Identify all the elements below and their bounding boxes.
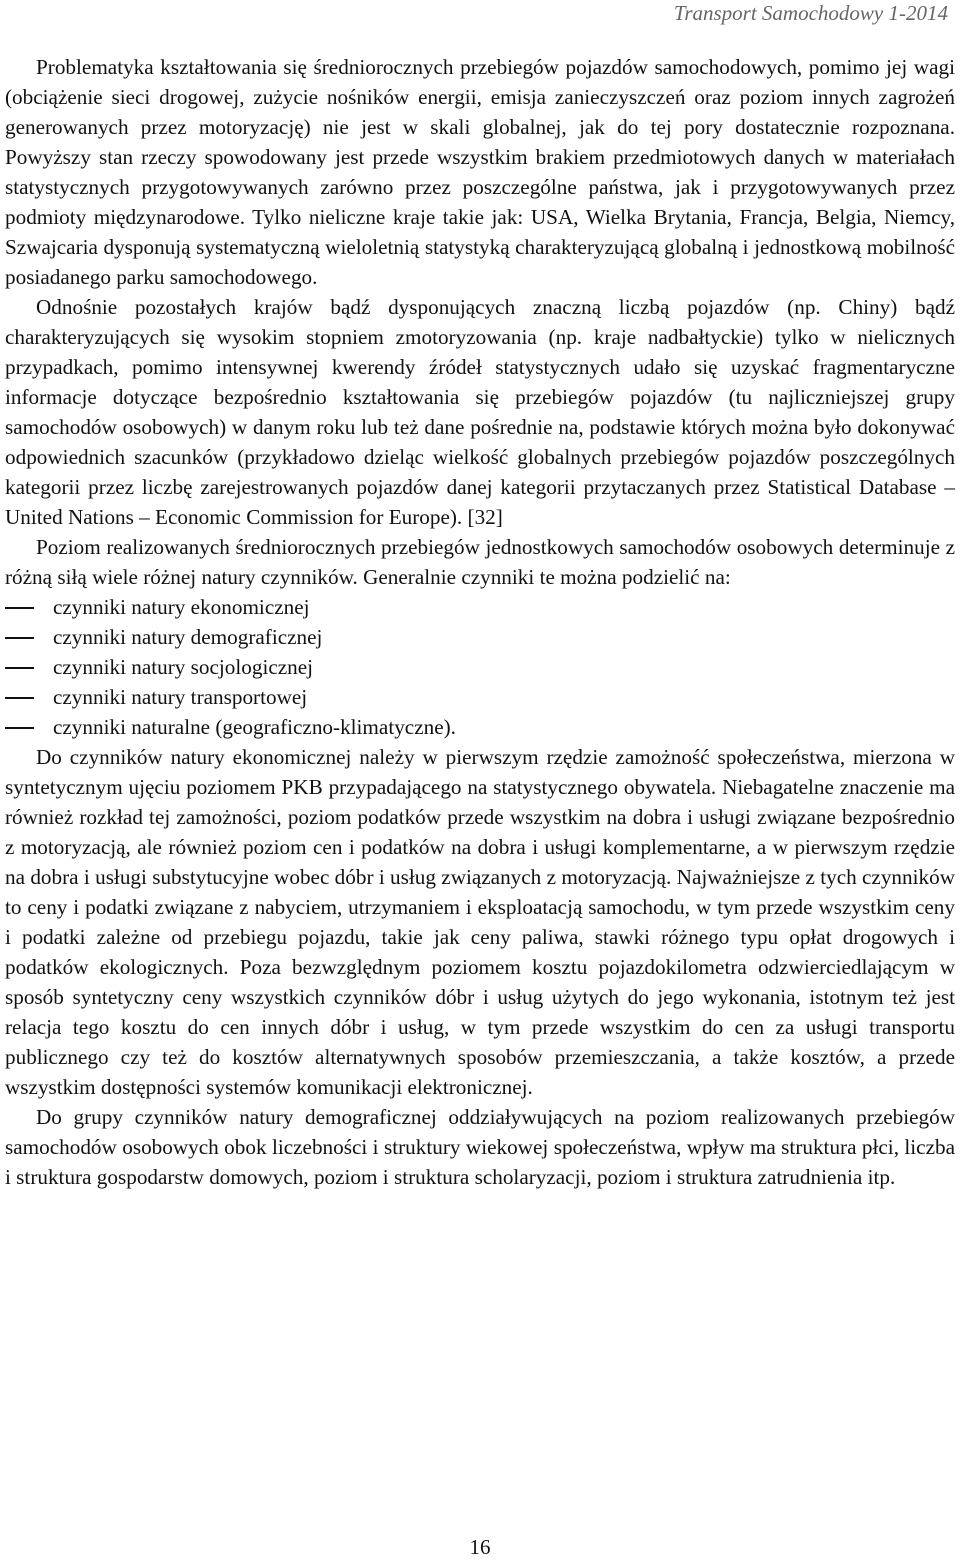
paragraph-2: Odnośnie pozostałych krajów bądź dysponujących znaczną liczbą pojazdów (np. Chiny) bądź charakteryzujących się wysokim stopniem zmotoryzowania (np. kraje nadbałtyckie) tylko w nielicznych przypadkach, pomimo intensywnej kwerendy źródeł statystycznych udało się uzyskać fragmentaryczne informacje dotyczące bezpośrednio kształtowania się przebiegów pojazdów (tu najliczniejszej grupy samochodów osobowych) w danym roku lub też dane pośrednie na, podstawie których można było dokonywać odpowiednich szacunków (przykładowo dzieląc wielkość globalnych przebiegów pojazdów poszczególnych kategorii przez liczbę zarejestrowanych pojazdów danej kategorii przytaczanych przez Statistical Database – United Nations – Economic Commission for Europe). [32] <box>5 295 955 529</box>
page-number: 16 <box>469 1535 491 1559</box>
list-item <box>5 712 955 742</box>
paragraph-4: Do czynników natury ekonomicznej należy w pierwszym rzędzie zamożność społeczeństwa, mierzona w syntetycznym ujęciu poziomem PKB przypadającego na statystycznego obywatela. Niebagatelne znaczenie ma również rozkład tej zamożności, poziom podatków przede wszystkim na dobra i usługi związane bezpośrednio z motoryzacją, ale również poziom cen i podatków na dobra i usługi komplementarne, a w pierwszym rzędzie na dobra i usługi substytucyjne wobec dóbr i usług związanych z motoryzacją. Najważniejsze z tych czynników to ceny i podatki związane z nabyciem, utrzymaniem i eksploatacją samochodu, w tym przede wszystkim ceny i podatki zależne od przebiegu pojazdu, takie jak ceny paliwa, stawki różnego typu opłat drogowych i podatków ekologicznych. Poza bezwzględnym poziomem kosztu pojazdokilometra odzwierciedlającym w sposób syntetyczny ceny wszystkich czynników dóbr i usług użytych do jego wykonania, istotnym też jest relacja tego kosztu do cen innych dóbr i usług, w tym przede wszystkim do cen za usługi transportu publicznego czy też do kosztów alternatywnych sposobów przemieszczania, a także kosztów, a przede wszystkim dostępności systemów komunikacji elektronicznej. <box>5 745 955 1099</box>
list-item-text: czynniki natury transportowej <box>53 685 308 709</box>
list-item-text: czynniki natury socjologicznej <box>53 655 314 679</box>
list-item <box>5 652 955 682</box>
list-item <box>5 622 955 652</box>
document-body <box>5 52 955 1192</box>
paragraph-1: Problematyka kształtowania się średniorocznych przebiegów pojazdów samochodowych, pomimo jej wagi (obciążenie sieci drogowej, zużycie nośników energii, emisja zanieczyszczeń oraz poziom innych zagrożeń generowanych przez motoryzację) nie jest w skali globalnej, jak do tej pory dostatecznie rozpoznana. Powyższy stan rzeczy spowodowany jest przede wszystkim brakiem przedmiotowych danych w materiałach statystycznych przygotowywanych zarówno przez poszczególne państwa, jak i przygotowywanych przez podmioty międzynarodowe. Tylko nieliczne kraje takie jak: USA, Wielka Brytania, Francja, Belgia, Niemcy, Szwajcaria dysponują systematyczną wieloletnią statystyką charakteryzującą globalną i jednostkową mobilność posiadanego parku samochodowego. <box>5 55 955 289</box>
paragraph-3: Poziom realizowanych średniorocznych przebiegów jednostkowych samochodów osobowych determinuje z różną siłą wiele różnej natury czynników. Generalnie czynniki te można podzielić na: <box>5 535 955 589</box>
list-item-text: czynniki natury ekonomicznej <box>53 595 310 619</box>
running-header: Transport Samochodowy 1-2014 <box>673 1 948 25</box>
list-item-text: czynniki natury demograficznej <box>53 625 323 649</box>
list-item <box>5 592 955 622</box>
list-item <box>5 682 955 712</box>
paragraph-5: Do grupy czynników natury demograficznej oddziaływujących na poziom realizowanych przebiegów samochodów osobowych obok liczebności i struktury wiekowej społeczeństwa, wpływ ma struktura płci, liczba i struktura gospodarstw domowych, poziom i struktura scholaryzacji, poziom i struktura zatrudnienia itp. <box>5 1105 955 1189</box>
factors-list <box>5 592 955 742</box>
list-item-text: czynniki naturalne (geograficzno-klimatyczne). <box>53 715 456 739</box>
